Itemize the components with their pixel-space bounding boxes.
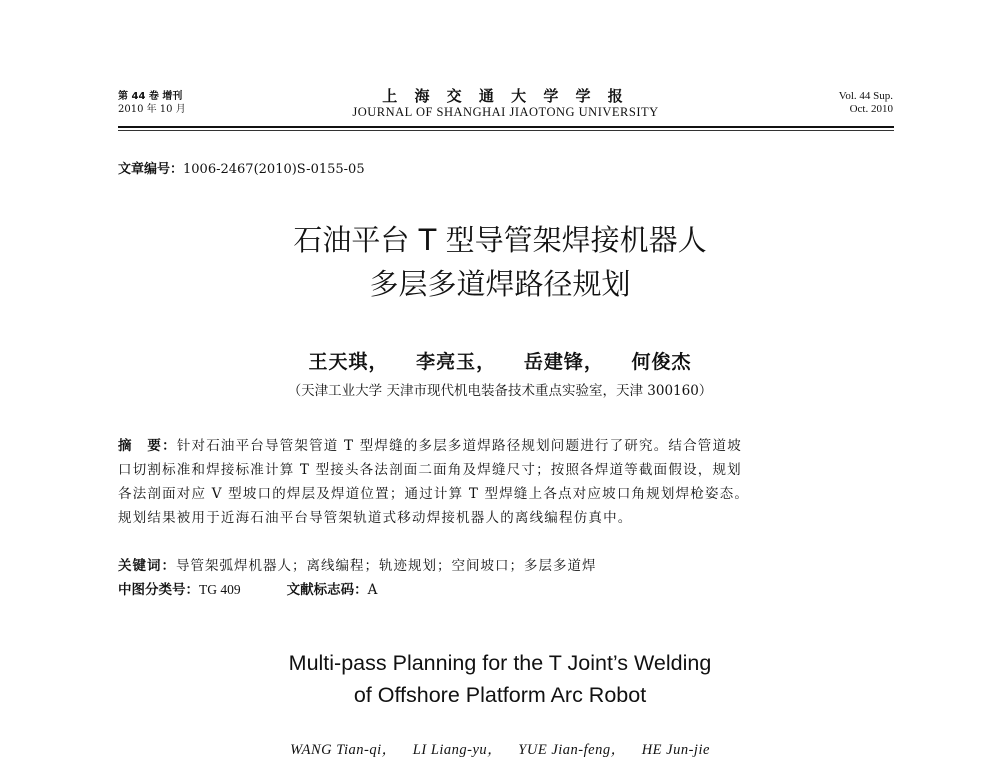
authors-cn (0, 347, 1000, 374)
doc-code-label: 文献标志码： (286, 582, 368, 598)
volume-en: Vol. 44 Sup. (838, 90, 893, 102)
abstract-line (118, 434, 898, 458)
title-en-line1: Multi-pass Planning for the T Joint’s Welding (288, 651, 712, 675)
keywords (118, 554, 597, 574)
article-number-value: 1006-2467(2010)S-0155-05 (183, 162, 365, 177)
volume-cn: 第 44 卷 增刊 (118, 91, 183, 102)
keywords-value: 导管架弧焊机器人；离线编程；轨迹规划；空间坡口；多层多道焊 (176, 558, 597, 574)
author-en: YUE Jian-feng， (518, 742, 626, 758)
abstract-line: 各法剖面对应 V 型坡口的焊层及焊道位置；通过计算 T 型焊缝上各点对应坡口角规划焊枪姿态。 (118, 486, 750, 502)
header-rule-thin (118, 130, 894, 131)
title-cn-line2: 多层多道焊路径规划 (369, 267, 631, 301)
author-en: WANG Tian-qi， (290, 742, 397, 758)
classification (118, 578, 377, 598)
date-cn: 2010 年 10 月 (118, 104, 186, 115)
title-cn (0, 218, 1000, 306)
journal-header (118, 87, 893, 128)
date-en: Oct. 2010 (849, 103, 893, 115)
title-cn-line1: 石油平台 T 型导管架焊接机器人 (293, 223, 707, 257)
clc-value: TG 409 (199, 582, 241, 597)
author-cn: 王天琪， (308, 351, 389, 373)
keywords-label: 关键词： (118, 558, 176, 574)
abstract (118, 434, 898, 530)
title-en (0, 647, 1000, 711)
clc-label: 中图分类号： (118, 582, 199, 598)
author-cn: 李亮玉， (416, 351, 497, 373)
abstract-line: 规划结果被用于近海石油平台导管架轨道式移动焊接机器人的离线编程仿真中。 (118, 510, 633, 526)
header-rule (118, 126, 894, 128)
author-en: LI Liang-yu， (412, 742, 503, 758)
abstract-label: 摘 要： (118, 438, 177, 454)
author-cn: 岳建锋， (523, 351, 604, 373)
abstract-line: 口切割标准和焊接标准计算 T 型接头各法剖面二面角及焊缝尺寸；按照各焊道等截面假设，规划 (118, 462, 742, 478)
journal-name-en: JOURNAL OF SHANGHAI JIAOTONG UNIVERSITY (352, 105, 659, 119)
author-cn: 何俊杰 (631, 351, 692, 373)
header-center (118, 87, 893, 120)
header-right (839, 90, 893, 116)
article-number (118, 158, 365, 177)
article-number-label: 文章编号： (118, 162, 184, 177)
abstract-text: 针对石油平台导管架管道 T 型焊缝的多层多道焊路径规划问题进行了研究。结合管道坡 (176, 438, 742, 454)
authors-en (0, 738, 1000, 759)
affiliation-cn: （天津工业大学 天津市现代机电装备技术重点实验室，天津 300160） (287, 383, 713, 399)
journal-name-cn: 上 海 交 通 大 学 学 报 (382, 87, 629, 105)
author-en: HE Jun-jie (641, 742, 710, 758)
title-en-line2: of Offshore Platform Arc Robot (353, 683, 647, 707)
doc-code-value: A (367, 582, 378, 598)
